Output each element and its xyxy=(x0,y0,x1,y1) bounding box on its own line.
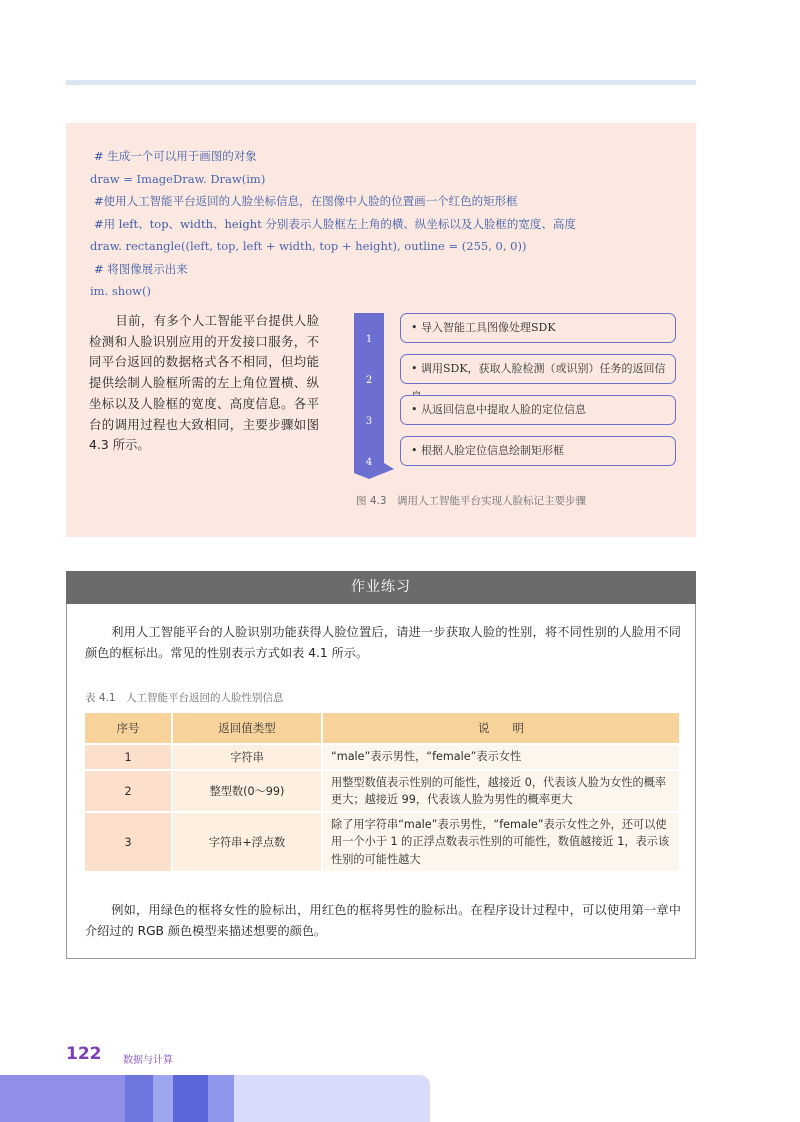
step-2-number: 2 xyxy=(365,375,373,386)
table-cell: 整型数(0～99) xyxy=(173,769,323,811)
code-example-panel xyxy=(66,123,696,537)
table-cell: 用整型数值表示性别的可能性，越接近 0，代表该人脸为女性的概率更大；越接近 99，代表该人脸为男性的概率更大 xyxy=(323,769,679,811)
code-line: draw. rectangle((left, top, left + width, top + height), outline = (255, 0, 0)) xyxy=(90,239,527,253)
table-cell: 2 xyxy=(85,769,173,811)
step-1-box: • 导入智能工具图像处理SDK xyxy=(400,313,676,343)
table-cell: 除了用字符串“male”表示男性，“female”表示女性之外，还可以使用一个小于 1 的正浮点数表示性别的可能性，数值越接近 1，表示该性别的可能性越大 xyxy=(323,811,679,871)
intro-paragraph: 目前，有多个人工智能平台提供人脸检测和人脸识别应用的开发接口服务，不同平台返回的数据格式各不相同，但均能提供绘制人脸框所需的左上角位置横、纵坐标以及人脸框的宽度、高度信息。各平台的调用过程也大致相同，主要步骤如图 4.3 所示。 xyxy=(89,313,319,453)
table-caption: 表 4.1 人工智能平台返回的人脸性别信息 xyxy=(85,692,284,704)
table-cell: 3 xyxy=(85,811,173,871)
figure-caption: 图 4.3 调用人工智能平台实现人脸标记主要步骤 xyxy=(356,495,587,507)
table-cell: 1 xyxy=(85,743,173,769)
code-block xyxy=(90,145,690,303)
table-header-cell: 返回值类型 xyxy=(173,713,323,743)
step-1-number: 1 xyxy=(365,334,373,345)
book-title: 数据与计算 xyxy=(123,1055,173,1066)
table-row xyxy=(85,811,679,871)
homework-paragraph-1: 利用人工智能平台的人脸识别功能获得人脸位置后，请进一步获取人脸的性别，将不同性别的人脸用不同颜色的框标出。常见的性别表示方式如表 4.1 所示。 xyxy=(85,625,681,660)
step-2-box: • 调用SDK，获取人脸检测（或识别）任务的返回信 xyxy=(400,354,676,384)
page-number: 122 xyxy=(66,1044,102,1064)
step-4-box: • 根据人脸定位信息绘制矩形框 xyxy=(400,436,676,466)
table-row xyxy=(85,743,679,769)
homework-paragraph-2: 例如，用绿色的框将女性的脸标出，用红色的框将男性的脸标出。在程序设计过程中，可以使用第一章中介绍过的 RGB 颜色模型来描述想要的颜色。 xyxy=(85,903,681,938)
code-line: #使用人工智能平台返回的人脸坐标信息，在图像中人脸的位置画一个红色的矩形框 xyxy=(94,194,518,208)
table-cell: “male”表示男性，“female”表示女性 xyxy=(323,743,679,769)
table-row xyxy=(85,769,679,811)
top-divider xyxy=(66,80,696,85)
table-cell: 字符串 xyxy=(173,743,323,769)
table-cell: 字符串+浮点数 xyxy=(173,811,323,871)
table-header-cell: 说 明 xyxy=(323,713,679,743)
table-header-cell: 序号 xyxy=(85,713,173,743)
homework-title: 作业练习 xyxy=(66,571,696,604)
gender-info-table xyxy=(85,713,679,871)
code-line: #用 left、top、width、height 分别表示人脸框左上角的横、纵坐标以及人脸框的宽度、高度 xyxy=(94,216,576,231)
steps-diagram xyxy=(354,313,684,479)
code-line: # 将图像展示出来 xyxy=(94,261,188,276)
code-line: im. show() xyxy=(90,284,151,298)
code-line: # 生成一个可以用于画图的对象 xyxy=(94,149,257,163)
table-header-row xyxy=(85,713,679,743)
footer-color-band xyxy=(0,1075,430,1122)
step-4-number: 4 xyxy=(365,457,373,468)
code-line: draw = ImageDraw. Draw(im) xyxy=(90,171,266,186)
step-3-box: • 从返回信息中提取人脸的定位信息 xyxy=(400,395,676,425)
step-3-number: 3 xyxy=(365,416,373,427)
homework-panel xyxy=(66,604,696,959)
